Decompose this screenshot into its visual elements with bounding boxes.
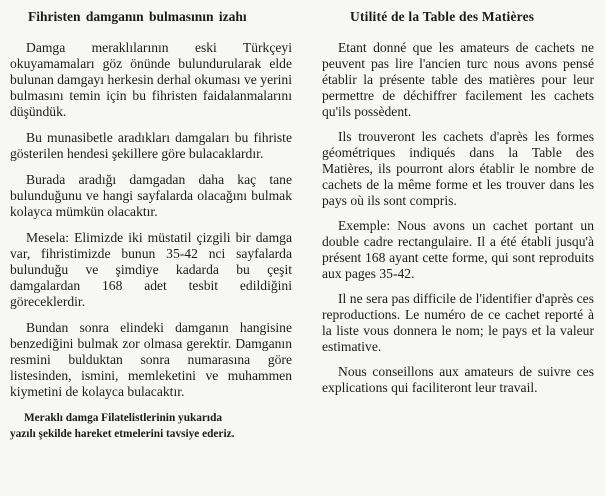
french-heading: Utilité de la Table des Matières xyxy=(350,9,535,24)
french-paragraph-5: Nous conseillons aux amateurs de suivre ces explications qui faciliteront leur travail. xyxy=(322,364,594,395)
footer-line-2: yazılı şekilde hareket etmelerini tavsiye ederiz. xyxy=(10,428,235,440)
french-paragraph-1: Etant donné que les amateurs de cachets ne peuvent pas lire l'ancien turc nous avons pensé établir la présente table des matières pour leur permettre de déchiffrer facilement les cachets qu'ils possèdent. xyxy=(322,40,594,119)
turkish-paragraph-3: Burada aradığı damgadan daha kaç tane bulunduğunu ve hangi sayfalarda olacağını bulmak kolayca mümkün olacaktır. xyxy=(10,172,292,219)
footer-line-1: Meraklı damga Filatelistlerinin yukarıda xyxy=(24,412,223,424)
turkish-paragraph-5: Bundan sonra elindeki damganın hangisine benzediğini bulmak zor olmasa gerektir. Damganın resmini bulduktan sonra numarasına göre listesinden, ismini, memleketini ve muhammen kiymetini de kolayca bulacaktır. xyxy=(10,320,292,399)
turkish-paragraph-1: Damga meraklılarının eski Türkçeyi okuyamamaları göz önünde bulundurularak elde bulunan damgayı herkesin derhal okuması ve yerini bulmasını temin için bu fihristen faidalanmalarını düşündük. xyxy=(10,40,292,119)
turkish-column xyxy=(10,8,292,442)
french-column xyxy=(322,8,594,405)
turkish-paragraph-4: Mesela: Elimizde iki müstatil çizgili bir damga var, fihristimizde bunun 35-42 nci sayfalarda bulunduğu ve şimdiye kadarda bu çeşit damgalardan 168 adet tesbit edildiğini göreceklerdir. xyxy=(10,230,292,309)
turkish-heading: Fihristen damganın bulmasının izahı xyxy=(28,9,247,24)
french-paragraph-3: Exemple: Nous avons un cachet portant un double cadre rectangulaire. Il a été établi jusqu'à présent 168 ayant cette forme, qui sont reproduits aux pages 35-42. xyxy=(322,218,594,281)
turkish-paragraph-2: Bu munasibetle aradıkları damgaları bu fihriste gösterilen hendesi şekillere göre bulacaklardır. xyxy=(10,130,292,161)
french-paragraph-4: Il ne sera pas difficile de l'identifier d'après ces reproductions. Le numéro de ce cachet reporté à la liste vous donnera le nom; le pays et la valeur estimative. xyxy=(322,291,594,354)
turkish-footer-note xyxy=(10,410,292,442)
french-paragraph-2: Ils trouveront les cachets d'après les formes géométriques indiqués dans la Table des Matières, ils pourront alors établir le nombre de cachets de la même forme et les trouver dans les pays où ils sont compris. xyxy=(322,129,594,208)
